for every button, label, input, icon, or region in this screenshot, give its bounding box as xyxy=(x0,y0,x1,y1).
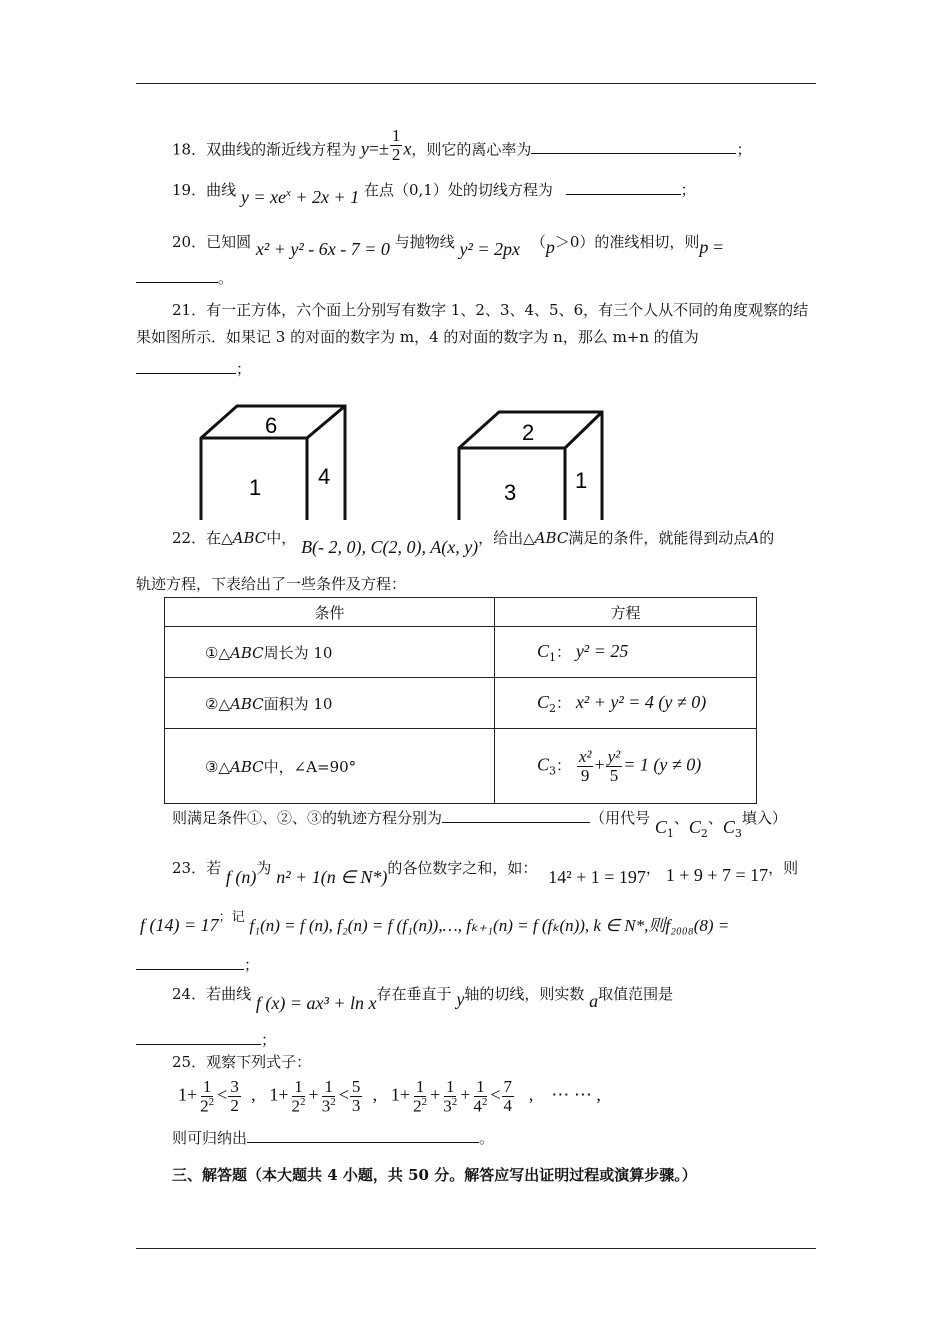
footer-rule xyxy=(136,1248,816,1249)
answer-blank-23[interactable] xyxy=(136,955,244,970)
conditions-table xyxy=(164,597,757,804)
question-23: 23．若 f (n)为 n² + 1(n ∈ N*)的各位数字之和，如： 14² + 1 = 197， 1 + 9 + 7 = 17，则 xyxy=(172,859,799,887)
table-row xyxy=(165,627,757,678)
table-row xyxy=(165,729,757,804)
cube2-side-number: 1 xyxy=(575,468,588,493)
question-21-answer: ； xyxy=(136,359,251,377)
cube1-top-number: 6 xyxy=(265,413,278,438)
question-19: 19．曲线 $y = xe^x + 2x + 1$ 在点（0,1）处的切线方程为 ； xyxy=(172,181,696,207)
question-22-conclusion: 则满足条件①、②、③的轨迹方程分别为 （用代号 $C_1$、$C_2$、$C_3$填入） xyxy=(172,809,787,840)
cube2-top-number: 2 xyxy=(522,420,535,445)
equation-cell: $C_3$： $\frac{\text{x²}}{9}$ + $\frac{\text{y²}}{5}$ = 1 (y ≠ 0) xyxy=(495,729,757,804)
cube-view-2 xyxy=(452,408,612,520)
cube2-front-number: 3 xyxy=(504,480,517,505)
curve-formula: $y = xe^x + 2x + 1$ xyxy=(240,187,360,207)
cube-view-1 xyxy=(195,402,355,520)
answer-blank-25[interactable] xyxy=(247,1128,479,1143)
answer-blank-22[interactable] xyxy=(442,808,590,823)
parabola-equation: y² = 2px xyxy=(459,239,521,259)
cube1-front-number: 1 xyxy=(249,475,262,500)
question-21-line2: 果如图所示．如果记 3 的对面的数字为 m，4 的对面的数字为 n，那么 m+n 的值为 xyxy=(136,328,699,346)
question-20: 20．已知圆 x² + y² - 6x - 7 = 0 与抛物线 y² = 2px （p＞0）的准线相切，则p = xyxy=(172,233,724,259)
section-3-heading: 三、解答题（本大题共 4 小题，共 50 分。解答应写出证明过程或演算步骤。） xyxy=(172,1166,697,1184)
question-23-answer: ； xyxy=(136,955,259,973)
condition-cell: ②△ABC面积为 10 xyxy=(165,678,495,729)
fraction-half: $\frac{1}{2}$ xyxy=(391,126,401,164)
question-22: 22．在△ABC中， B(- 2, 0), C(2, 0), A(x, y)，给出△ABC满足的条件，就能得到动点A的 xyxy=(172,529,775,557)
circle-equation: x² + y² - 6x - 7 = 0 xyxy=(255,239,390,259)
header-equation: 方程 xyxy=(495,598,757,627)
cube1-side-number: 4 xyxy=(318,464,331,489)
header-condition: 条件 xyxy=(165,598,495,627)
question-25: 25．观察下列式子： xyxy=(172,1053,312,1071)
points-formula: B(- 2, 0), C(2, 0), A(x, y) xyxy=(301,537,479,557)
answer-blank-24[interactable] xyxy=(136,1030,261,1045)
equation-cell: $C_1$： y² = 25 xyxy=(495,627,757,678)
equation-cell: $C_2$： x² + y² = 4 (y ≠ 0) xyxy=(495,678,757,729)
question-21-line1: 21．有一正方体，六个面上分别写有数字 1、2、3、4、5、6，有三个人从不同的角度观察的结 xyxy=(172,301,809,319)
question-18: 18．双曲线的渐近线方程为 y=± $\frac{1}{2}$ x，则它的离心率为 ； xyxy=(172,126,752,164)
condition-cell: ③△ABC中，∠A=90° xyxy=(165,729,495,804)
question-25-series: 1+ $\frac{1}{2^2}$ < $\frac{3}{2}$ , 1+ $\frac{1}{2^2}$ + $\frac{1}{3^2}$ < $\frac{5}{3}$ , 1+ $\frac{1}{2^2}$ + $\frac{1}{3^2}$ + $\frac{1}{4^2}$ < $\frac{7}{4}$ , ⋯ ⋯ , xyxy=(178,1077,601,1116)
answer-blank-19[interactable] xyxy=(566,180,681,195)
answer-blank-20[interactable] xyxy=(136,268,218,283)
header-rule xyxy=(136,83,816,84)
question-20-answer: 。 xyxy=(136,268,233,286)
question-24: 24．若曲线 f (x) = ax³ + ln x存在垂直于 y轴的切线，则实数 a取值范围是 xyxy=(172,985,674,1013)
question-25-conclusion: 则可归纳出 。 xyxy=(172,1129,495,1147)
table-header-row xyxy=(165,598,757,627)
answer-blank-21[interactable] xyxy=(136,359,236,374)
condition-cell: ①△ABC周长为 10 xyxy=(165,627,495,678)
question-23-line2: f (14) = 17；记 f₁(n) = f (n), f₂(n) = f (f₁(n)),…, fₖ₊₁(n) = f (fₖ(n)), k ∈ N*,则f₂₀₀₈(8) = xyxy=(140,910,730,935)
question-22-line2: 轨迹方程，下表给出了一些条件及方程： xyxy=(136,575,407,593)
table-row xyxy=(165,678,757,729)
question-24-answer: ； xyxy=(136,1030,276,1048)
answer-blank-18[interactable] xyxy=(531,139,736,154)
